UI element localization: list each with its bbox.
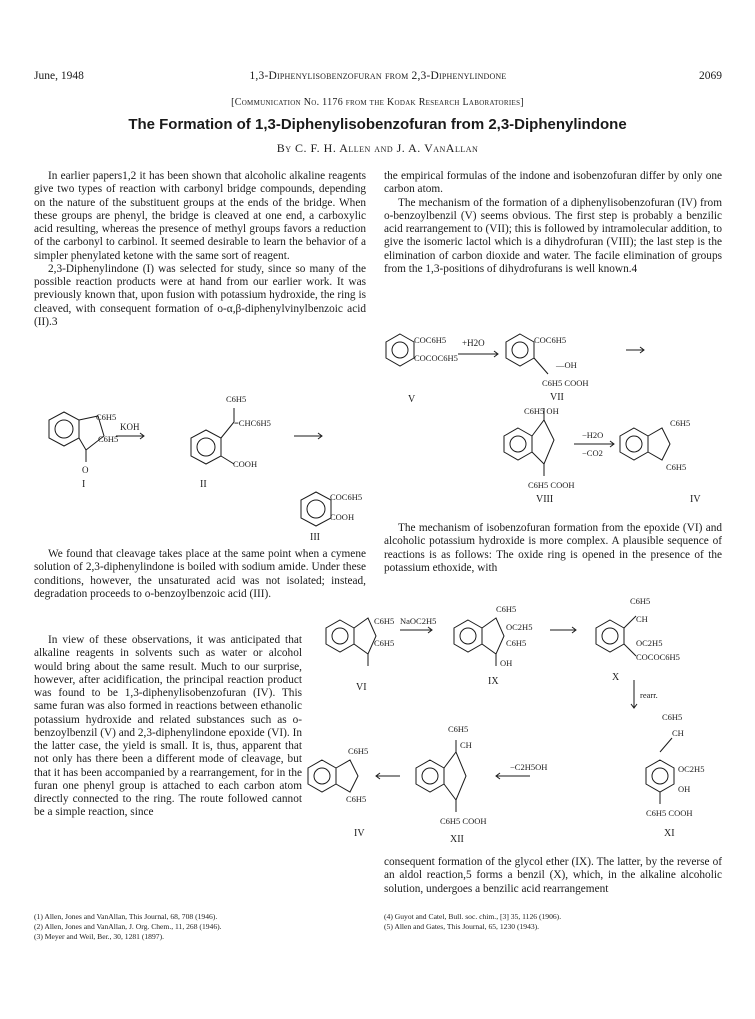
page-number: 2069 [699, 70, 722, 82]
substituent-label: C6H5 [496, 604, 517, 614]
compound-label-vii: VII [550, 392, 564, 403]
compound-label-ix: IX [488, 676, 499, 687]
substituent-label: C6H5 COOH [542, 378, 589, 388]
reagent-label: NaOC2H5 [400, 616, 437, 626]
substituent-label: =CHC6H5 [234, 418, 271, 428]
right-column-middle [384, 522, 722, 575]
reagent-label: +H2O [462, 338, 485, 348]
substituent-label: C6H5 [346, 794, 367, 804]
communication-line: [Communication No. 1176 from the Kodak Research Laboratories] [231, 97, 524, 108]
reagent-label: −CO2 [582, 448, 603, 458]
paragraph: The mechanism of isobenzofuran formation from the epoxide (VI) and alcoholic potassium hydroxide is more complex. A plausible sequence of reactions is as follows: The oxide ring is opened in the presence of the potassium ethoxide, with [384, 522, 722, 574]
paragraph: In view of these observations, it was anticipated that alkaline reagents in solvents such as water or alcohol would bring about the same result. Much to our surprise, however, after acidification, the principal reaction product was found to be 1,3-diphenylisobenzofuran (IV). This same furan was also formed in reactions between ethanolic potassium hydroxide and related substances such as o-benzoylbenzil (V) and 2,3-diphenylindone epoxide (VI). In the latter case, the yield is small. It is, thus, apparent that not only has there been a different mode of cleavage, but that it has been accompanied by a rearrangement, for in the furan one phenyl group is attached to each carbon atom directly connected to the ring. The route followed cannot be a simple reaction, since [34, 634, 302, 819]
paragraph: the empirical formulas of the indone and isobenzofuran differ by only one carbon atom. [384, 170, 722, 196]
scheme-indone-cleavage [34, 392, 366, 542]
compound-label-vi: VI [356, 682, 367, 693]
substituent-label: C6H5 [630, 596, 651, 606]
substituent-label: C6H5 COOH [440, 816, 487, 826]
compound-label-v: V [408, 394, 416, 405]
substituent-label: COC6H5 [414, 335, 447, 345]
byline: By C. F. H. Allen and J. A. VanAllan [276, 141, 479, 155]
reagent-label: KOH [120, 422, 140, 432]
compound-label-i: I [82, 479, 86, 490]
scheme-epoxide-route [300, 580, 722, 855]
substituent-label: CH [672, 728, 684, 738]
footnote: (2) Allen, Jones and VanAllan, J. Org. Chem., 11, 268 (1946). [34, 922, 222, 931]
paragraph: 2,3-Diphenylindone (I) was selected for study, since so many of the possible reaction products were at hand from our earlier work. It was previously known that, upon fusion with potassium hydroxide, the ring is cleaved, with consequent formation of o-α,β-diphenylvinylbenzoic acid (II).3 [34, 262, 366, 328]
substituent-label: C6H5 [374, 638, 395, 648]
left-column-top [34, 170, 366, 329]
substituent-label: C6H5 [666, 462, 687, 472]
substituent-label: C6H5 [98, 434, 119, 444]
substituent-label: COC6H5 [330, 492, 363, 502]
reagent-label: −H2O [582, 430, 604, 440]
substituent-label: C6H5 [226, 394, 247, 404]
substituent-label: C6H5 [506, 638, 527, 648]
atom-label: O [82, 465, 89, 475]
running-head-title: 1,3-Diphenylisobenzofuran from 2,3-Diphenylindone [249, 70, 507, 82]
compound-label-iii: III [310, 532, 320, 542]
reagent-label: −C2H5OH [510, 762, 548, 772]
substituent-label: OC2H5 [636, 638, 663, 648]
paragraph: consequent formation of the glycol ether (IX). The latter, by the reverse of an aldol reaction,5 forms a benzil (X), which, in the alkaline alcoholic solution, undergoes a benzilic acid rearrangement [384, 856, 722, 895]
substituent-label: C6H5 [670, 418, 691, 428]
substituent-label: OC2H5 [678, 764, 705, 774]
compound-label-xi: XI [664, 828, 675, 839]
substituent-label: C6H5 [96, 412, 117, 422]
compound-label-x: X [612, 672, 620, 683]
substituent-label: CH [636, 614, 648, 624]
substituent-label: COOH [330, 512, 355, 522]
substituent-label: C6H5 [448, 724, 469, 734]
running-head-date: June, 1948 [34, 70, 84, 82]
substituent-label: OH [678, 784, 691, 794]
substituent-label: —OH [556, 360, 577, 370]
substituent-label: C6H5 [662, 712, 683, 722]
substituent-label: C6H5 COOH [528, 480, 575, 490]
left-column-narrow [34, 634, 302, 820]
footnote: (5) Allen and Gates, This Journal, 65, 1230 (1943). [384, 922, 540, 931]
compound-label-iv: IV [354, 828, 365, 839]
substituent-label: OC2H5 [506, 622, 533, 632]
paragraph: We found that cleavage takes place at the same point when a cymene solution of 2,3-diphenylindone is boiled with sodium amide. Under these conditions, however, the unsaturated acid was not isolated; instead, degradation proceeds to o-benzoylbenzoic acid (III). [34, 548, 366, 600]
compound-label-viii: VIII [536, 494, 554, 505]
compound-label-ii: II [200, 479, 207, 490]
footnote: (3) Meyer and Weil, Ber., 30, 1281 (1897). [34, 932, 165, 941]
footnotes-right [384, 912, 722, 932]
footnotes-left [34, 912, 366, 942]
substituent-label: COC6H5 [534, 335, 567, 345]
right-column-top [384, 170, 722, 276]
substituent-label: CH [460, 740, 472, 750]
substituent-label: COCOC6H5 [414, 353, 458, 363]
compound-label-xii: XII [450, 834, 464, 845]
article-title: The Formation of 1,3-Diphenylisobenzofuran from 2,3-Diphenylindone [128, 116, 627, 133]
scheme-benzoylbenzil [378, 328, 722, 518]
substituent-label: COOH [233, 459, 258, 469]
footnote: (1) Allen, Jones and VanAllan, This Journal, 68, 708 (1946). [34, 912, 218, 921]
substituent-label: C6H5 [374, 616, 395, 626]
substituent-label: C6H5 COOH [646, 808, 693, 818]
paragraph: In earlier papers1,2 it has been shown that alcoholic alkaline reagents give two types of reaction with carbonyl bridge compounds, depending on the nature of the substituent groups at the ends of the bridge. When these groups are phenyl, the bridge is cleaved at one end, a carboxylic acid resulting, whereas the presence of methyl groups favors a reduction of the carbonyl to carbinol. It seemed desirable to learn the behavior of a simpler phenylated ketone with the same sort of reagent. [34, 170, 366, 262]
paragraph: The mechanism of the formation of a diphenylisobenzofuran (IV) from o-benzoylbenzil (V) seems obvious. The first step is probably a benzilic acid rearrangement to (VII); this is followed by intramolecular addition, to give the isomeric lactol which is a dihydrofuran (VIII); the last step is the elimination of carbon dioxide and water. The facile elimination of groups from the 1,3-positions of dihydrofurans is well known.4 [384, 196, 722, 275]
footnote: (4) Guyot and Catel, Bull. soc. chim., [3] 35, 1126 (1906). [384, 912, 562, 921]
right-column-bottom [384, 856, 722, 896]
substituent-label: C6H5 [348, 746, 369, 756]
substituent-label: C6H5 OH [524, 406, 559, 416]
substituent-label: COCOC6H5 [636, 652, 680, 662]
substituent-label: OH [500, 658, 513, 668]
running-head [34, 70, 722, 86]
reagent-label: rearr. [640, 690, 658, 700]
compound-label-iv: IV [690, 494, 701, 505]
benzene-ring [49, 412, 79, 446]
